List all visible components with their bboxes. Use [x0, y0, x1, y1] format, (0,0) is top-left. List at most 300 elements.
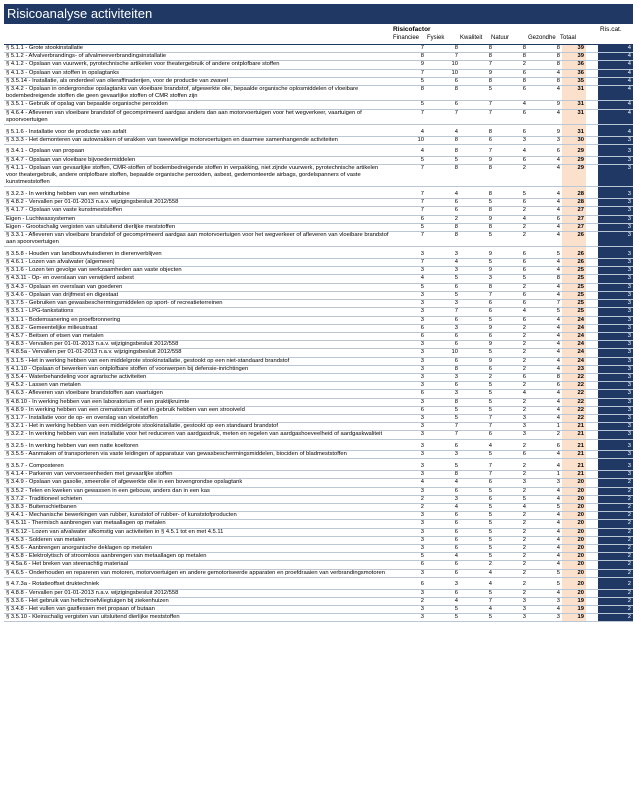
value-financieel: 3	[392, 463, 426, 471]
value-totaal: 29	[562, 164, 586, 187]
value-kwaliteit: 9	[460, 324, 494, 332]
value-natuur: 5	[494, 495, 528, 503]
activity-label: Eigen - Luchtwassystemen	[4, 215, 392, 223]
value-financieel: 3	[392, 382, 426, 390]
activity-label: § 5.1.2 - Afvalverbrandings- of afvalmeeverbrandingsinstallatie	[4, 53, 392, 61]
value-kwaliteit: 7	[460, 148, 494, 156]
value-totaal: 21	[562, 451, 586, 459]
value-riscat: 2	[598, 614, 633, 622]
value-financieel: 3	[392, 267, 426, 275]
value-fysiek: 6	[426, 341, 460, 349]
activity-label: § 3.4.9 - Opslaan van gasolie, smeerolie of afgewerkte olie in een bovengrondse opslagtank	[4, 479, 392, 487]
value-gezondheid: 4	[528, 207, 562, 215]
activity-label: § 5.1.6 - Installatie voor de productie van asfalt	[4, 129, 392, 137]
value-riscat: 3	[598, 148, 633, 156]
value-financieel: 3	[392, 357, 426, 365]
spacer-cell	[586, 316, 598, 324]
spacer-cell	[586, 495, 598, 503]
value-riscat: 3	[598, 275, 633, 283]
value-financieel: 3	[392, 451, 426, 459]
value-financieel: 3	[392, 423, 426, 431]
activity-label: § 3.5.4 - Waterbehandeling voor agrarische activiteiten	[4, 373, 392, 381]
value-financieel: 7	[392, 259, 426, 267]
value-riscat: 2	[598, 495, 633, 503]
value-gezondheid: 5	[528, 581, 562, 589]
value-financieel: 3	[392, 349, 426, 357]
value-fysiek: 5	[426, 463, 460, 471]
value-financieel: 6	[392, 581, 426, 589]
value-riscat: 3	[598, 207, 633, 215]
spacer-cell	[586, 53, 598, 61]
table-header	[4, 24, 633, 45]
value-fysiek: 8	[426, 231, 460, 246]
value-natuur: 3	[494, 479, 528, 487]
value-kwaliteit: 3	[460, 275, 494, 283]
risk-table	[4, 45, 633, 622]
value-fysiek: 3	[426, 390, 460, 398]
value-riscat: 3	[598, 308, 633, 316]
table-row	[4, 487, 633, 495]
value-gezondheid: 7	[528, 300, 562, 308]
value-natuur: 3	[494, 414, 528, 422]
value-natuur: 3	[494, 614, 528, 622]
spacer-cell	[586, 129, 598, 137]
value-financieel: 8	[392, 53, 426, 61]
value-totaal: 36	[562, 61, 586, 69]
value-financieel: 3	[392, 251, 426, 259]
table-row	[4, 223, 633, 231]
value-gezondheid: 8	[528, 61, 562, 69]
value-kwaliteit: 8	[460, 191, 494, 199]
table-row	[4, 406, 633, 414]
value-totaal: 24	[562, 316, 586, 324]
value-totaal: 20	[562, 536, 586, 544]
value-totaal: 22	[562, 373, 586, 381]
value-fysiek: 8	[426, 136, 460, 144]
value-riscat: 3	[598, 156, 633, 164]
value-natuur: 2	[494, 553, 528, 561]
value-natuur: 8	[494, 45, 528, 53]
value-kwaliteit: 4	[460, 443, 494, 451]
value-kwaliteit: 5	[460, 512, 494, 520]
value-riscat: 4	[598, 101, 633, 109]
spacer-cell	[586, 487, 598, 495]
activity-label: § 4.8.2 - Vervallen per 01-01-2013 n.a.v. wijzigingsbesluit 2012/558	[4, 199, 392, 207]
activity-label: § 4.5.2 - Lassen van metalen	[4, 382, 392, 390]
value-fysiek: 8	[426, 471, 460, 479]
value-fysiek: 8	[426, 365, 460, 373]
value-kwaliteit: 9	[460, 69, 494, 77]
value-natuur: 6	[494, 316, 528, 324]
spacer-cell	[586, 231, 598, 246]
value-fysiek: 3	[426, 300, 460, 308]
value-fysiek: 7	[426, 308, 460, 316]
table-row	[4, 382, 633, 390]
activity-label: § 4.8.9 - In werking hebben van een crematorium of het in gebruik hebben van een strooiveld	[4, 406, 392, 414]
value-totaal: 21	[562, 471, 586, 479]
spacer-cell	[586, 479, 598, 487]
value-financieel: 4	[392, 479, 426, 487]
spacer-cell	[586, 528, 598, 536]
value-gezondheid: 4	[528, 191, 562, 199]
value-natuur: 2	[494, 520, 528, 528]
table-row	[4, 109, 633, 124]
value-gezondheid: 4	[528, 406, 562, 414]
value-totaal: 22	[562, 382, 586, 390]
value-fysiek: 6	[426, 357, 460, 365]
activity-label: § 5.1.1 - Grote stookinstallatie	[4, 45, 392, 53]
value-natuur: 2	[494, 164, 528, 187]
value-kwaliteit: 5	[460, 503, 494, 511]
value-totaal: 35	[562, 77, 586, 85]
value-riscat: 3	[598, 365, 633, 373]
value-gezondheid: 4	[528, 605, 562, 613]
value-financieel: 3	[392, 291, 426, 299]
value-totaal: 24	[562, 324, 586, 332]
value-natuur: 2	[494, 349, 528, 357]
value-financieel: 6	[392, 406, 426, 414]
spacer-cell	[586, 431, 598, 439]
spacer-cell	[586, 199, 598, 207]
value-financieel: 3	[392, 414, 426, 422]
value-financieel: 3	[392, 365, 426, 373]
value-gezondheid: 4	[528, 109, 562, 124]
table-row	[4, 414, 633, 422]
spacer-cell	[586, 553, 598, 561]
value-financieel: 3	[392, 398, 426, 406]
value-natuur: 3	[494, 423, 528, 431]
value-fysiek: 7	[426, 431, 460, 439]
value-kwaliteit: 5	[460, 316, 494, 324]
spacer-cell	[586, 308, 598, 316]
activity-label: § 3.3.1 - Afleveren van vloeibare brandstof of gecomprimeerd aardgas aan motorvoertuigen voor het wegverkeer of afleveren van vloeibare brandstof aan spoorvoertuigen	[4, 231, 392, 246]
value-fysiek: 8	[426, 164, 460, 187]
value-financieel: 7	[392, 45, 426, 53]
activity-label: § 4.3.11 - Op- en overslaan van verwijderd asbest	[4, 275, 392, 283]
value-financieel: 4	[392, 148, 426, 156]
table-row	[4, 199, 633, 207]
value-gezondheid: 4	[528, 231, 562, 246]
value-kwaliteit: 5	[460, 487, 494, 495]
table-row	[4, 129, 633, 137]
table-row	[4, 357, 633, 365]
value-gezondheid: 8	[528, 77, 562, 85]
spacer-cell	[586, 300, 598, 308]
table-row	[4, 561, 633, 569]
table-row	[4, 471, 633, 479]
value-riscat: 3	[598, 332, 633, 340]
value-gezondheid: 4	[528, 451, 562, 459]
value-gezondheid: 3	[528, 136, 562, 144]
value-gezondheid: 4	[528, 398, 562, 406]
value-kwaliteit: 5	[460, 406, 494, 414]
value-gezondheid: 4	[528, 316, 562, 324]
value-financieel: 3	[392, 569, 426, 577]
table-row	[4, 341, 633, 349]
value-fysiek: 6	[426, 487, 460, 495]
table-row	[4, 553, 633, 561]
table-row	[4, 291, 633, 299]
spacer-cell	[586, 324, 598, 332]
value-riscat: 3	[598, 423, 633, 431]
value-fysiek: 7	[426, 53, 460, 61]
value-natuur: 6	[494, 373, 528, 381]
value-natuur: 2	[494, 536, 528, 544]
value-fysiek: 5	[426, 275, 460, 283]
value-kwaliteit: 6	[460, 431, 494, 439]
table-row	[4, 589, 633, 597]
value-totaal: 27	[562, 207, 586, 215]
activity-label: § 3.1.7 - Installatie voor de op- en overslag van vloeistoffen	[4, 414, 392, 422]
spacer-cell	[586, 77, 598, 85]
value-kwaliteit: 5	[460, 528, 494, 536]
activity-label: § 4.8.3 - Vervallen per 01-01-2013 n.a.v. wijzigingsbesluit 2012/558	[4, 341, 392, 349]
value-totaal: 20	[562, 479, 586, 487]
value-fysiek: 8	[426, 86, 460, 101]
value-totaal: 20	[562, 512, 586, 520]
value-natuur: 8	[494, 53, 528, 61]
table-row	[4, 569, 633, 577]
value-gezondheid: 4	[528, 536, 562, 544]
table-row	[4, 231, 633, 246]
table-row	[4, 398, 633, 406]
value-fysiek: 6	[426, 332, 460, 340]
value-gezondheid: 8	[528, 53, 562, 61]
spacer-cell	[586, 589, 598, 597]
value-fysiek: 3	[426, 451, 460, 459]
table-row	[4, 332, 633, 340]
value-natuur: 2	[494, 223, 528, 231]
value-gezondheid: 4	[528, 390, 562, 398]
spacer-cell	[586, 373, 598, 381]
value-gezondheid: 8	[528, 275, 562, 283]
value-riscat: 3	[598, 164, 633, 187]
value-financieel: 3	[392, 316, 426, 324]
value-riscat: 3	[598, 357, 633, 365]
activity-label: § 3.3.3 - Het demonteren van autowrakken of wrakken van tweewielige motorvoertuigen en daarmee samenhangende activiteiten	[4, 136, 392, 144]
table-row	[4, 275, 633, 283]
spacer-cell	[586, 406, 598, 414]
activity-label: § 4.1.3 - Opslaan van stoffen in opslagtanks	[4, 69, 392, 77]
spacer-cell	[586, 101, 598, 109]
value-riscat: 3	[598, 431, 633, 439]
table-row	[4, 451, 633, 459]
value-kwaliteit: 7	[460, 597, 494, 605]
value-fysiek: 2	[426, 215, 460, 223]
spacer-cell	[586, 382, 598, 390]
activity-label: § 3.5.7 - Composteren	[4, 463, 392, 471]
table-row	[4, 61, 633, 69]
value-financieel: 3	[392, 520, 426, 528]
value-totaal: 20	[562, 528, 586, 536]
table-row	[4, 259, 633, 267]
spacer-cell	[586, 61, 598, 69]
value-financieel: 3	[392, 589, 426, 597]
value-totaal: 20	[562, 487, 586, 495]
value-gezondheid: 4	[528, 259, 562, 267]
value-totaal: 19	[562, 614, 586, 622]
spacer-cell	[586, 443, 598, 451]
value-natuur: 2	[494, 365, 528, 373]
value-natuur: 2	[494, 581, 528, 589]
value-gezondheid: 4	[528, 512, 562, 520]
value-kwaliteit: 7	[460, 414, 494, 422]
spacer-cell	[586, 561, 598, 569]
column-header-fysiek: Fysiek	[427, 35, 445, 41]
value-kwaliteit: 9	[460, 215, 494, 223]
value-natuur: 6	[494, 109, 528, 124]
value-financieel: 7	[392, 231, 426, 246]
value-fysiek: 3	[426, 581, 460, 589]
value-totaal: 30	[562, 136, 586, 144]
value-riscat: 4	[598, 109, 633, 124]
table-row	[4, 495, 633, 503]
activity-label: § 3.5.5 - Aanmaken of transporteren via vaste leidingen of apparatuur van gewasbeschermingsmiddelen, biociden of bladmeststoffen	[4, 451, 392, 459]
value-riscat: 2	[598, 536, 633, 544]
value-kwaliteit: 5	[460, 390, 494, 398]
activity-label: § 3.2.2 - In werking hebben van een installatie voor het reduceren van aardgasdruk, meten en regelen van aardgashoeveelheid of aardgaskwaliteit	[4, 431, 392, 439]
value-kwaliteit: 8	[460, 129, 494, 137]
value-gezondheid: 8	[528, 373, 562, 381]
activity-label: § 3.4.8 - Het vullen van gasflessen met propaan of butaan	[4, 605, 392, 613]
activity-label: § 3.5.1 - Gebruik of opslag van bepaalde organische peroxiden	[4, 101, 392, 109]
value-fysiek: 5	[426, 156, 460, 164]
value-riscat: 2	[598, 561, 633, 569]
value-fysiek: 8	[426, 148, 460, 156]
value-fysiek: 8	[426, 45, 460, 53]
value-riscat: 3	[598, 199, 633, 207]
value-natuur: 6	[494, 69, 528, 77]
value-natuur: 2	[494, 357, 528, 365]
value-kwaliteit: 9	[460, 267, 494, 275]
column-header-financieel: Financiee	[393, 35, 420, 41]
value-gezondheid: 4	[528, 495, 562, 503]
value-natuur: 4	[494, 308, 528, 316]
value-kwaliteit: 7	[460, 423, 494, 431]
activity-label: § 4.5a.6 - Het breken van steenachtig materiaal	[4, 561, 392, 569]
value-financieel: 3	[392, 300, 426, 308]
value-fysiek: 6	[426, 569, 460, 577]
value-kwaliteit: 5	[460, 614, 494, 622]
value-totaal: 24	[562, 332, 586, 340]
table-row	[4, 283, 633, 291]
value-totaal: 29	[562, 156, 586, 164]
spacer-cell	[586, 136, 598, 144]
value-natuur: 2	[494, 544, 528, 552]
value-totaal: 22	[562, 406, 586, 414]
value-riscat: 2	[598, 589, 633, 597]
activity-label: § 3.8.2 - Gemeentelijke milieustraat	[4, 324, 392, 332]
activity-label: § 3.4.1 - Opslaan van propaan	[4, 148, 392, 156]
value-financieel: 2	[392, 503, 426, 511]
table-row	[4, 581, 633, 589]
value-riscat: 4	[598, 69, 633, 77]
value-gezondheid: 5	[528, 308, 562, 316]
table-row	[4, 544, 633, 552]
value-fysiek: 5	[426, 614, 460, 622]
table-row	[4, 423, 633, 431]
value-kwaliteit: 7	[460, 291, 494, 299]
value-kwaliteit: 5	[460, 544, 494, 552]
value-fysiek: 8	[426, 398, 460, 406]
value-gezondheid: 4	[528, 86, 562, 101]
value-riscat: 2	[598, 487, 633, 495]
value-financieel: 8	[392, 86, 426, 101]
value-fysiek: 3	[426, 267, 460, 275]
activity-label: § 3.5.8 - Houden van landbouwhuisdieren in dierenverblijven	[4, 251, 392, 259]
value-kwaliteit: 4	[460, 605, 494, 613]
value-financieel: 3	[392, 536, 426, 544]
value-natuur: 2	[494, 512, 528, 520]
value-gezondheid: 4	[528, 365, 562, 373]
activity-label: § 4.1.1 - Opslaan van gevaarlijke stoffen, CMR-stoffen of bodembedreigende stoffen in verpakking, niet zijnde vuurwerk, pyrotechnische artikelen voor theatergebruik, andere ontplofbare stoffen, bepaalde organische peroxiden, asbest, gedemonteerde airbags, gordelspanners of vaste kunstmeststoffen	[4, 164, 392, 187]
spacer-cell	[586, 451, 598, 459]
value-gezondheid: 3	[528, 479, 562, 487]
value-totaal: 26	[562, 251, 586, 259]
value-riscat: 3	[598, 390, 633, 398]
value-totaal: 31	[562, 86, 586, 101]
value-gezondheid: 2	[528, 431, 562, 439]
value-natuur: 4	[494, 101, 528, 109]
activity-label: § 3.8.3 - Buitenschietbanen	[4, 503, 392, 511]
value-gezondheid: 8	[528, 45, 562, 53]
value-gezondheid: 4	[528, 283, 562, 291]
value-riscat: 3	[598, 471, 633, 479]
value-totaal: 20	[562, 495, 586, 503]
value-fysiek: 5	[426, 406, 460, 414]
value-fysiek: 6	[426, 561, 460, 569]
value-fysiek: 6	[426, 199, 460, 207]
value-kwaliteit: 6	[460, 308, 494, 316]
spacer-cell	[586, 267, 598, 275]
value-financieel: 7	[392, 109, 426, 124]
value-fysiek: 6	[426, 382, 460, 390]
value-financieel: 7	[392, 191, 426, 199]
column-header-kwaliteit: Kwaliteit	[460, 35, 483, 41]
value-riscat: 3	[598, 267, 633, 275]
value-kwaliteit: 6	[460, 495, 494, 503]
table-row	[4, 503, 633, 511]
activity-label: § 3.7.2 - Traditioneel schieten	[4, 495, 392, 503]
spacer-cell	[586, 614, 598, 622]
value-natuur: 6	[494, 291, 528, 299]
value-kwaliteit: 5	[460, 231, 494, 246]
value-kwaliteit: 6	[460, 332, 494, 340]
value-totaal: 24	[562, 357, 586, 365]
activity-label: § 4.1.4 - Parkeren van vervoerseenheden met gevaarlijke stoffen	[4, 471, 392, 479]
value-financieel: 5	[392, 283, 426, 291]
value-gezondheid: 6	[528, 443, 562, 451]
value-gezondheid: 4	[528, 164, 562, 187]
value-fysiek: 5	[426, 291, 460, 299]
value-gezondheid: 6	[528, 382, 562, 390]
value-fysiek: 4	[426, 553, 460, 561]
value-gezondheid: 5	[528, 503, 562, 511]
value-financieel: 3	[392, 443, 426, 451]
value-totaal: 25	[562, 308, 586, 316]
table-row	[4, 597, 633, 605]
activity-label: § 4.1.10 - Opslaan of bewerken van ontplofbare stoffen of voorwerpen bij defensie-inrichtingen	[4, 365, 392, 373]
activity-label: § 3.4.7 - Opslaan van vloeibare bijvoedermiddelen	[4, 156, 392, 164]
column-header-gezondheid: Gezondhe	[528, 35, 556, 41]
activity-label: § 4.8.8 - Vervallen per 01-01-2013 n.a.v. wijzigingsbesluit 2012/558	[4, 589, 392, 597]
value-natuur: 2	[494, 569, 528, 577]
value-totaal: 26	[562, 231, 586, 246]
value-gezondheid: 4	[528, 291, 562, 299]
activity-label: § 3.1.5 - Het in werking hebben van een middelgrote stookinstallatie, gestookt op een niet-standaard brandstof	[4, 357, 392, 365]
spacer-cell	[586, 414, 598, 422]
value-gezondheid: 4	[528, 414, 562, 422]
